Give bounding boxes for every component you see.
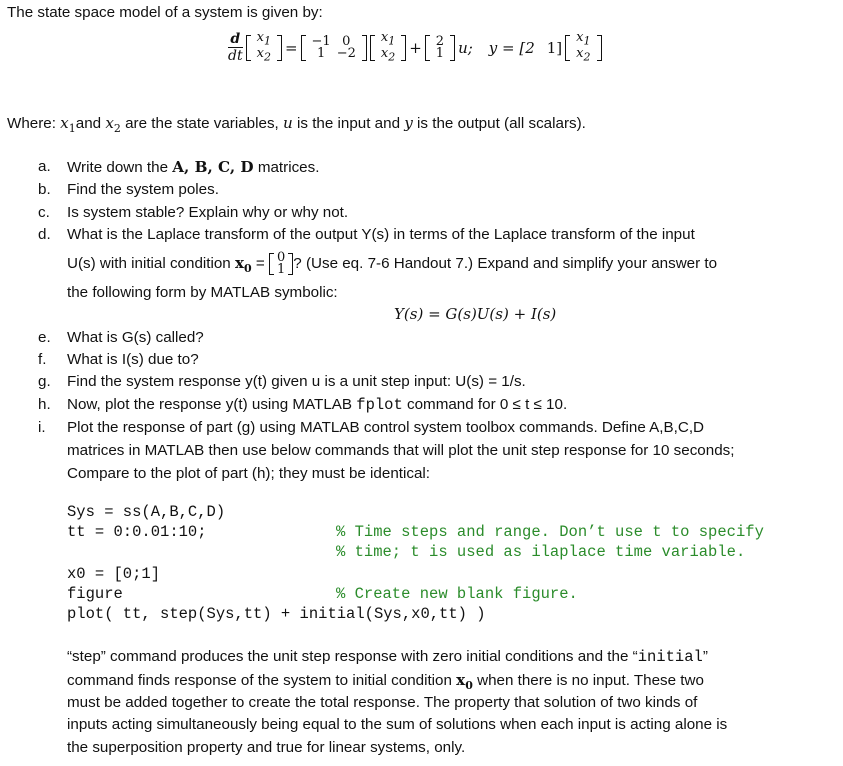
item-label-d: d. [38, 226, 51, 243]
item-label-b: b. [38, 181, 51, 198]
item-label-i: i. [38, 419, 46, 436]
state-vector-2: $x_1$ $x_2$ [380, 29, 396, 64]
closing-line-4: inputs acting simultaneously being equal to the sum of solutions when each input is acting alone is [67, 716, 728, 733]
item-d-line2: U(s) with initial condition $x_0$ = 0 1 ? (Use eq. 7-6 Handout 7.) Expand and simplify your answer to [67, 250, 718, 277]
closing-line-2: command finds response of the system to initial condition $x_0$ when there is no input. These two [67, 671, 704, 693]
item-h: Now, plot the response y(t) using MATLAB fplot command for 0 ≤ t ≤ 10. [67, 396, 568, 414]
matrix-a: −1 0 1 −2 [311, 33, 356, 61]
item-f: What is I(s) due to? [67, 351, 199, 368]
item-b: Find the system poles. [67, 181, 219, 198]
closing-line-3: must be added together to create the total response. The property that solution of two kinds of [67, 694, 698, 711]
item-i-line2: matrices in MATLAB then use below commands that will plot the unit step response for 10 seconds; [67, 442, 735, 459]
matrix-b: 2 1 [435, 33, 445, 61]
item-label-a: a. [38, 158, 51, 175]
item-label-h: h. [38, 396, 51, 413]
intro-text: The state space model of a system is given by: [7, 4, 323, 21]
code-comment-1: % Time steps and range. Don’t use t to specify [336, 523, 764, 541]
item-label-e: e. [38, 329, 51, 346]
item-g: Find the system response y(t) given u is a unit step input: U(s) = 1/s. [67, 373, 526, 390]
state-space-equation: $\frac{d}{dt}$ $x_1$ $x_2$ = −1 0 1 −2 $x_1$ $x_2$ + 2 1 u; y = [2 1] $x_1$ $x_2$ [228, 30, 602, 64]
code-line-figure: figure [67, 585, 123, 603]
item-e: What is G(s) called? [67, 329, 204, 346]
code-comment-2: % time; t is used as ilaplace time variable. [336, 543, 746, 561]
code-line-tt: tt = 0:0.01:10; [67, 523, 207, 541]
code-line-plot: plot( tt, step(Sys,tt) + initial(Sys,x0,tt) ) [67, 605, 486, 623]
derivative-operator: $\frac{d}{dt}$ [228, 31, 243, 64]
code-line-x0: x0 = [0;1] [67, 565, 161, 583]
code-comment-3: % Create new blank figure. [336, 585, 578, 603]
item-i-line3: Compare to the plot of part (h); they must be identical: [67, 465, 430, 482]
item-d-line3: the following form by MATLAB symbolic: [67, 284, 338, 301]
state-vector-3: $x_1$ $x_2$ [576, 29, 591, 64]
where-text: Where: $x_1and$ $x_2$ are the state variables, u is the input and y is the output (all scalars). [7, 114, 586, 136]
state-vector: $x_1$ $x_2$ [256, 29, 271, 64]
item-d-line1: What is the Laplace transform of the output Y(s) in terms of the Laplace transform of the input [67, 226, 695, 243]
closing-line-5: the superposition property and true for linear systems, only. [67, 739, 466, 756]
code-line-sys: Sys = ss(A,B,C,D) [67, 503, 226, 521]
item-label-g: g. [38, 373, 51, 390]
closing-line-1: “step” command produces the unit step response with zero initial conditions and the “initial” [67, 648, 708, 666]
item-label-c: c. [38, 204, 50, 221]
item-c: Is system stable? Explain why or why not. [67, 204, 349, 221]
item-label-f: f. [38, 351, 47, 368]
output-equation: y = [2 [488, 38, 535, 57]
item-i-line1: Plot the response of part (g) using MATLAB control system toolbox commands. Define A,B,C,D [67, 419, 705, 436]
item-a: Write down the A, B, C, D matrices. [67, 158, 320, 176]
laplace-formula: Y(s) = G(s)U(s) + I(s) [394, 305, 557, 323]
